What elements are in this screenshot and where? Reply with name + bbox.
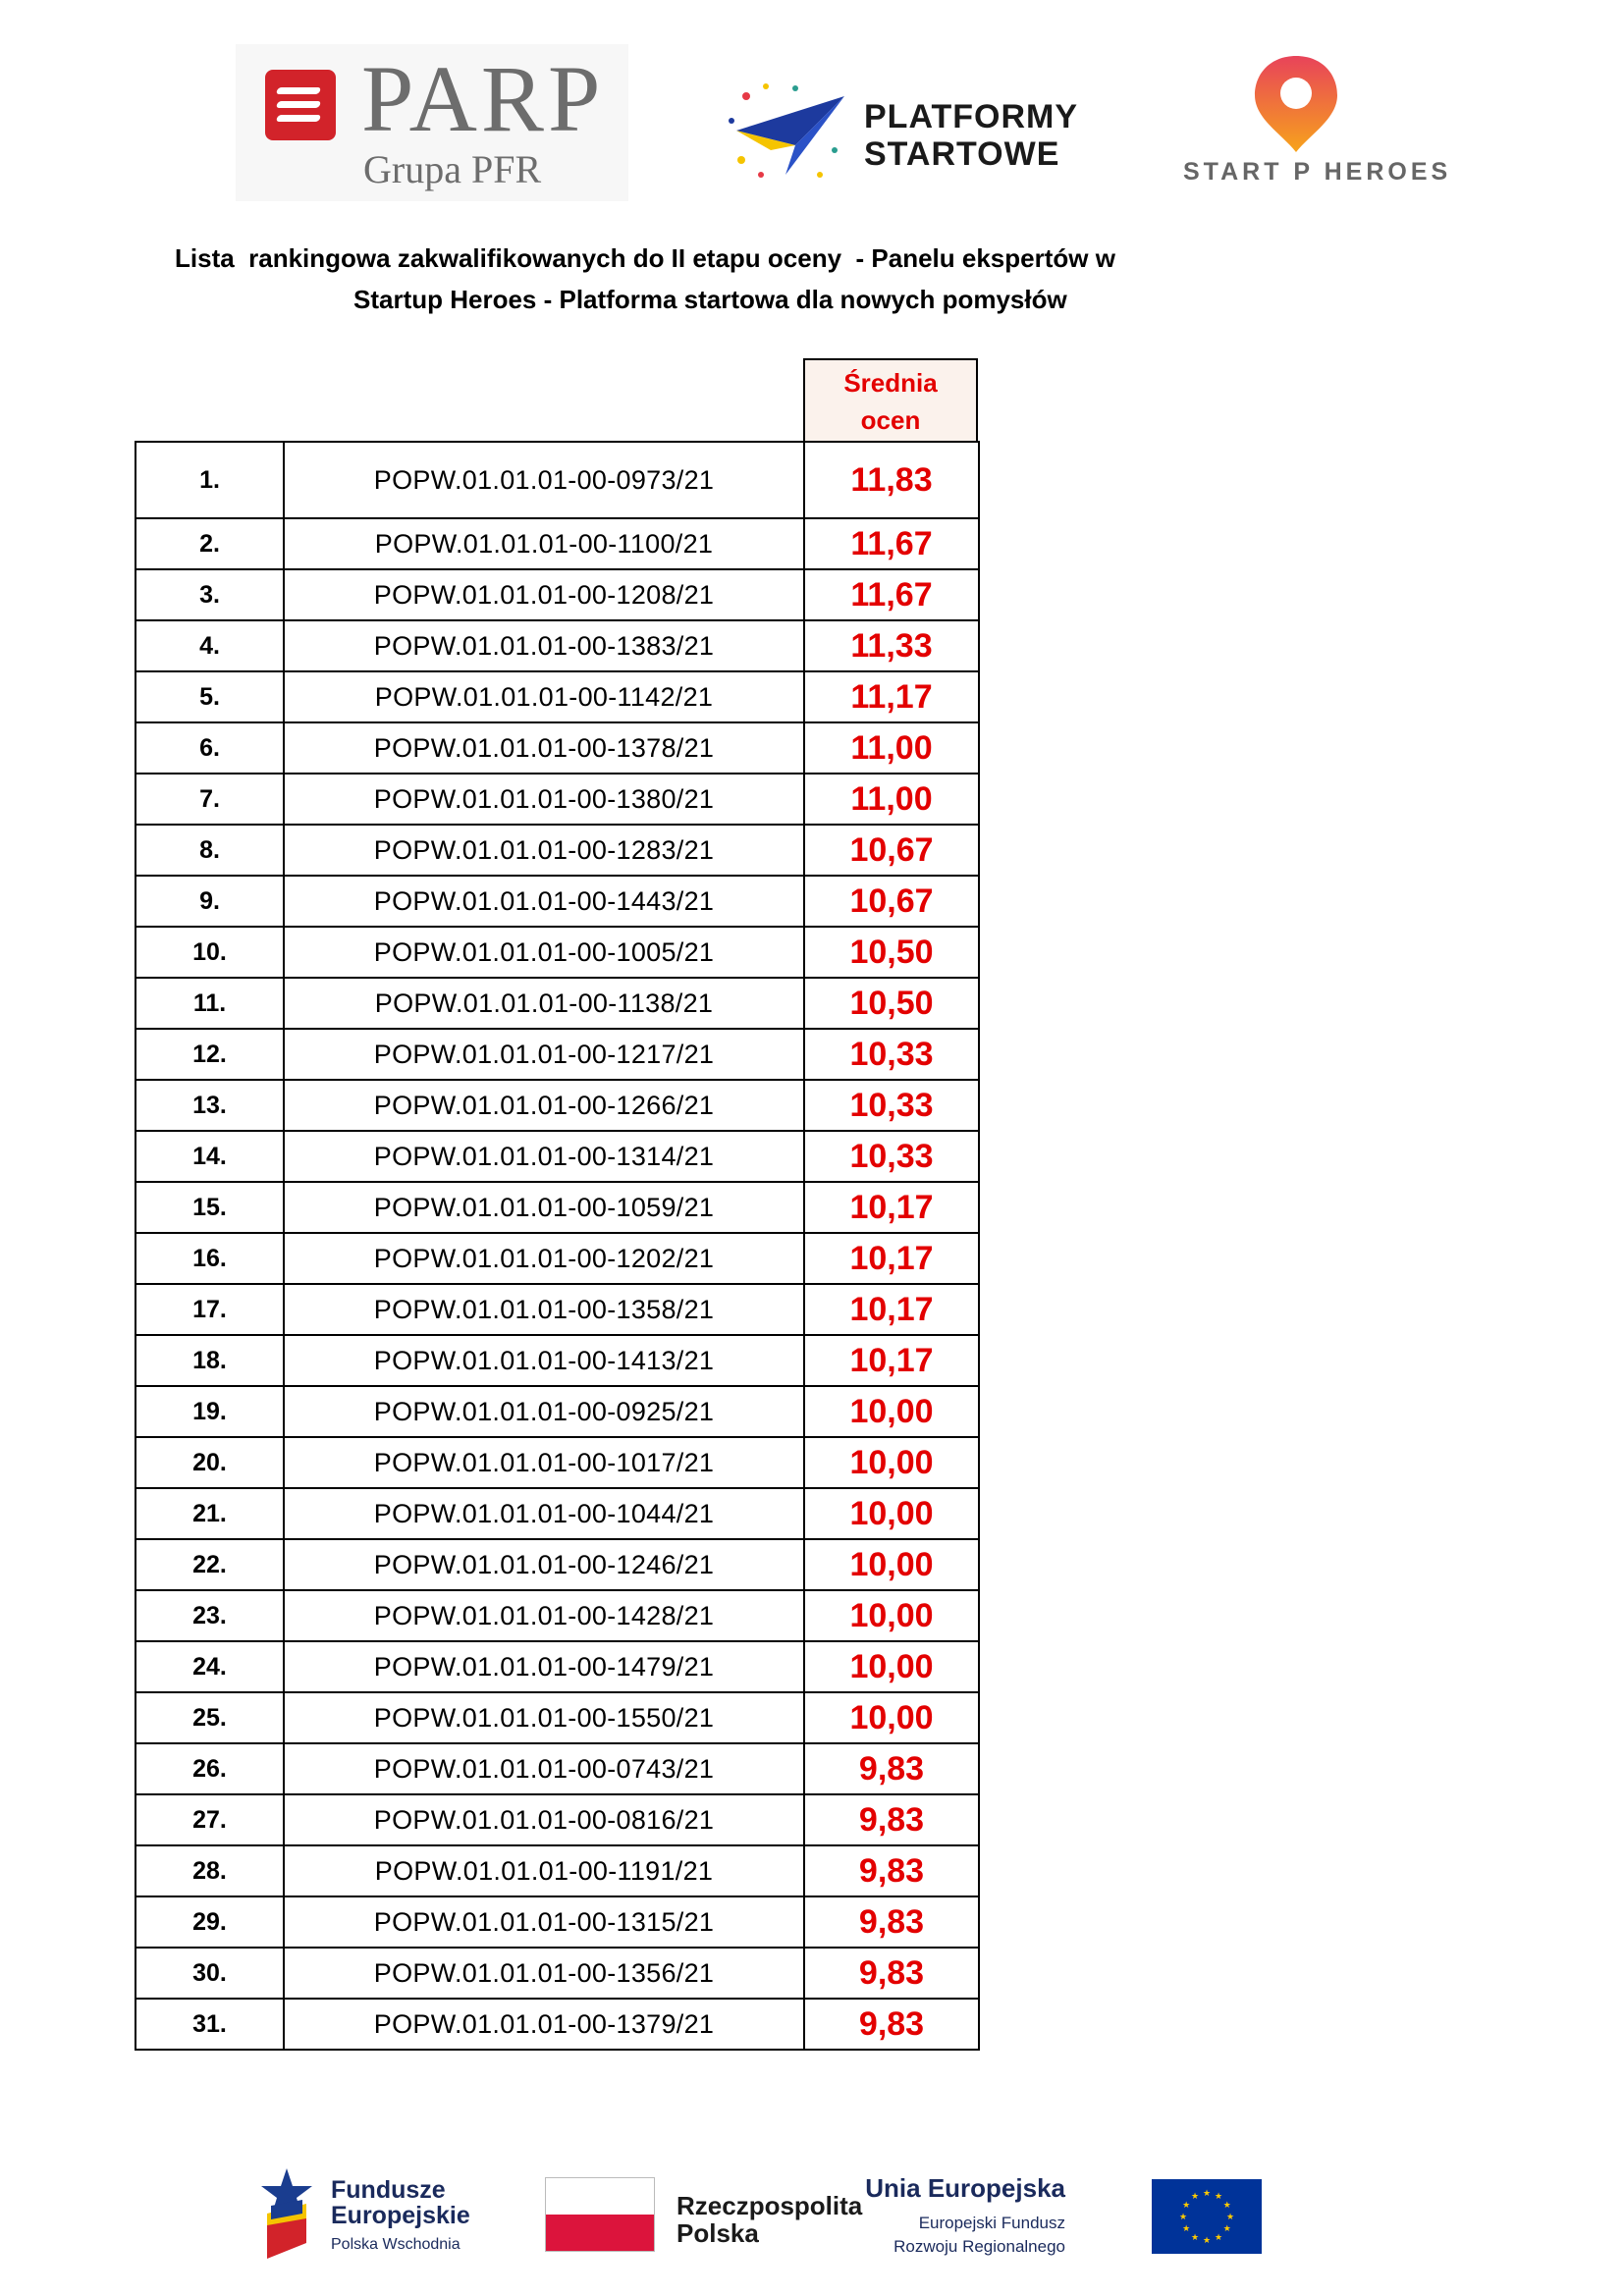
- application-id-cell: POPW.01.01.01-00-1379/21: [284, 1999, 804, 2050]
- page-title-line1: Lista rankingowa zakwalifikowanych do II etapu oceny - Panelu ekspertów w: [175, 243, 1115, 273]
- rank-cell: 26.: [135, 1743, 284, 1794]
- svg-text:★: ★: [1182, 2223, 1191, 2233]
- svg-text:★: ★: [1178, 2212, 1188, 2221]
- table-row: [135, 927, 979, 978]
- score-cell: 11,17: [804, 671, 979, 722]
- application-id-cell: POPW.01.01.01-00-0973/21: [284, 442, 804, 518]
- rank-cell: 27.: [135, 1794, 284, 1845]
- svg-text:★: ★: [1222, 2223, 1231, 2233]
- startup-heroes-text: START P HEROES: [1183, 158, 1452, 186]
- score-cell: 10,00: [804, 1590, 979, 1641]
- fundusze-line2: Europejskie: [331, 2202, 470, 2229]
- table-row: [135, 671, 979, 722]
- score-cell: 11,67: [804, 518, 979, 569]
- application-id-cell: POPW.01.01.01-00-1550/21: [284, 1692, 804, 1743]
- score-cell: 10,17: [804, 1233, 979, 1284]
- rank-cell: 10.: [135, 927, 284, 978]
- application-id-cell: POPW.01.01.01-00-1378/21: [284, 722, 804, 774]
- table-row: [135, 1896, 979, 1948]
- svg-text:★: ★: [1222, 2200, 1231, 2210]
- rp-line1: Rzeczpospolita: [677, 2191, 863, 2220]
- table-row: [135, 1743, 979, 1794]
- application-id-cell: POPW.01.01.01-00-1380/21: [284, 774, 804, 825]
- fundusze-line3: Polska Wschodnia: [331, 2236, 460, 2253]
- table-row: [135, 1845, 979, 1896]
- score-cell: 10,17: [804, 1182, 979, 1233]
- ue-line3: Rozwoju Regionalnego: [893, 2237, 1065, 2256]
- score-cell: 10,17: [804, 1284, 979, 1335]
- table-row: [135, 518, 979, 569]
- application-id-cell: POPW.01.01.01-00-1208/21: [284, 569, 804, 620]
- score-cell: 10,33: [804, 1131, 979, 1182]
- rank-cell: 19.: [135, 1386, 284, 1437]
- polish-flag-icon: [545, 2177, 655, 2252]
- rank-cell: 15.: [135, 1182, 284, 1233]
- table-row: [135, 1437, 979, 1488]
- rank-cell: 17.: [135, 1284, 284, 1335]
- rank-cell: 25.: [135, 1692, 284, 1743]
- fundusze-star-icon: [257, 2164, 316, 2263]
- table-row: [135, 1999, 979, 2050]
- rank-cell: 11.: [135, 978, 284, 1029]
- rank-cell: 2.: [135, 518, 284, 569]
- score-cell: 9,83: [804, 1896, 979, 1948]
- startup-heroes-logo: [1173, 54, 1468, 191]
- rzeczpospolita-polska-logo: [545, 2177, 879, 2256]
- table-row: [135, 1488, 979, 1539]
- score-column-header: [803, 358, 978, 441]
- application-id-cell: POPW.01.01.01-00-1044/21: [284, 1488, 804, 1539]
- table-row: [135, 774, 979, 825]
- rank-cell: 18.: [135, 1335, 284, 1386]
- application-id-cell: POPW.01.01.01-00-0743/21: [284, 1743, 804, 1794]
- table-row: [135, 1284, 979, 1335]
- parp-logo: [236, 44, 628, 201]
- table-row: [135, 722, 979, 774]
- rank-cell: 24.: [135, 1641, 284, 1692]
- page-title-line2: Startup Heroes - Platforma startowa dla nowych pomysłów: [353, 285, 1067, 314]
- table-row: [135, 1641, 979, 1692]
- parp-subtitle: Grupa PFR: [363, 147, 542, 191]
- rank-cell: 31.: [135, 1999, 284, 2050]
- rank-cell: 13.: [135, 1080, 284, 1131]
- table-row: [135, 978, 979, 1029]
- table-row: [135, 1131, 979, 1182]
- rank-cell: 1.: [135, 442, 284, 518]
- application-id-cell: POPW.01.01.01-00-1413/21: [284, 1335, 804, 1386]
- score-cell: 10,33: [804, 1029, 979, 1080]
- rank-cell: 16.: [135, 1233, 284, 1284]
- table-row: [135, 569, 979, 620]
- table-row: [135, 1794, 979, 1845]
- table-row: [135, 1029, 979, 1080]
- ue-line2: Europejski Fundusz: [918, 2214, 1065, 2232]
- table-row: [135, 442, 979, 518]
- rank-cell: 30.: [135, 1948, 284, 1999]
- rank-cell: 12.: [135, 1029, 284, 1080]
- score-cell: 10,00: [804, 1386, 979, 1437]
- rank-cell: 28.: [135, 1845, 284, 1896]
- score-cell: 10,00: [804, 1539, 979, 1590]
- score-cell: 10,00: [804, 1437, 979, 1488]
- table-row: [135, 1948, 979, 1999]
- score-header-line1: Średnia: [843, 368, 938, 398]
- application-id-cell: POPW.01.01.01-00-1428/21: [284, 1590, 804, 1641]
- score-cell: 10,33: [804, 1080, 979, 1131]
- rank-cell: 6.: [135, 722, 284, 774]
- svg-text:★: ★: [1190, 2191, 1200, 2202]
- svg-text:★: ★: [1214, 2231, 1223, 2242]
- location-pin-icon: [1247, 54, 1345, 157]
- application-id-cell: POPW.01.01.01-00-1246/21: [284, 1539, 804, 1590]
- score-cell: 11,00: [804, 722, 979, 774]
- score-cell: 9,83: [804, 1948, 979, 1999]
- application-id-cell: POPW.01.01.01-00-1217/21: [284, 1029, 804, 1080]
- score-header-line2: ocen: [860, 405, 921, 435]
- platformy-line1: PLATFORMY: [864, 98, 1079, 135]
- svg-text:★: ★: [1214, 2191, 1223, 2202]
- application-id-cell: POPW.01.01.01-00-1283/21: [284, 825, 804, 876]
- application-id-cell: POPW.01.01.01-00-1358/21: [284, 1284, 804, 1335]
- application-id-cell: POPW.01.01.01-00-1314/21: [284, 1131, 804, 1182]
- score-cell: 10,50: [804, 927, 979, 978]
- ranking-table-body: [135, 442, 979, 2050]
- score-cell: 10,17: [804, 1335, 979, 1386]
- score-cell: 10,50: [804, 978, 979, 1029]
- table-row: [135, 1182, 979, 1233]
- rank-cell: 20.: [135, 1437, 284, 1488]
- score-cell: 10,67: [804, 825, 979, 876]
- score-cell: 11,67: [804, 569, 979, 620]
- application-id-cell: POPW.01.01.01-00-1315/21: [284, 1896, 804, 1948]
- svg-text:★: ★: [1225, 2212, 1235, 2221]
- score-cell: 9,83: [804, 1845, 979, 1896]
- table-row: [135, 1386, 979, 1437]
- rank-cell: 14.: [135, 1131, 284, 1182]
- score-cell: 11,00: [804, 774, 979, 825]
- paper-plane-icon: [727, 77, 854, 194]
- fundusze-europejskie-logo: [257, 2164, 483, 2263]
- table-row: [135, 1233, 979, 1284]
- application-id-cell: POPW.01.01.01-00-0925/21: [284, 1386, 804, 1437]
- score-cell: 9,83: [804, 1999, 979, 2050]
- application-id-cell: POPW.01.01.01-00-1138/21: [284, 978, 804, 1029]
- application-id-cell: POPW.01.01.01-00-1266/21: [284, 1080, 804, 1131]
- table-row: [135, 620, 979, 671]
- platformy-startowe-logo: [727, 77, 1090, 194]
- svg-text:★: ★: [1202, 2235, 1212, 2245]
- application-id-cell: POPW.01.01.01-00-1479/21: [284, 1641, 804, 1692]
- fundusze-line1: Fundusze: [331, 2176, 446, 2204]
- svg-text:★: ★: [1182, 2200, 1191, 2210]
- table-row: [135, 825, 979, 876]
- table-row: [135, 1080, 979, 1131]
- application-id-cell: POPW.01.01.01-00-1059/21: [284, 1182, 804, 1233]
- rank-cell: 23.: [135, 1590, 284, 1641]
- application-id-cell: POPW.01.01.01-00-0816/21: [284, 1794, 804, 1845]
- rank-cell: 8.: [135, 825, 284, 876]
- application-id-cell: POPW.01.01.01-00-1017/21: [284, 1437, 804, 1488]
- score-cell: 10,00: [804, 1641, 979, 1692]
- application-id-cell: POPW.01.01.01-00-1443/21: [284, 876, 804, 927]
- eu-flag-icon: [1152, 2179, 1262, 2254]
- rank-cell: 3.: [135, 569, 284, 620]
- unia-europejska-logo: [865, 2169, 1262, 2263]
- application-id-cell: POPW.01.01.01-00-1356/21: [284, 1948, 804, 1999]
- rank-cell: 7.: [135, 774, 284, 825]
- table-row: [135, 1590, 979, 1641]
- rank-cell: 21.: [135, 1488, 284, 1539]
- rank-cell: 5.: [135, 671, 284, 722]
- application-id-cell: POPW.01.01.01-00-1191/21: [284, 1845, 804, 1896]
- rank-cell: 22.: [135, 1539, 284, 1590]
- application-id-cell: POPW.01.01.01-00-1202/21: [284, 1233, 804, 1284]
- application-id-cell: POPW.01.01.01-00-1005/21: [284, 927, 804, 978]
- platformy-line2: STARTOWE: [864, 135, 1060, 173]
- score-cell: 10,00: [804, 1692, 979, 1743]
- parp-wordmark: PARP: [361, 46, 605, 151]
- score-cell: 9,83: [804, 1794, 979, 1845]
- rp-line2: Polska: [677, 2218, 759, 2248]
- svg-text:★: ★: [1190, 2231, 1200, 2242]
- ranking-table: [135, 441, 980, 2051]
- rank-cell: 9.: [135, 876, 284, 927]
- score-cell: 9,83: [804, 1743, 979, 1794]
- score-cell: 11,83: [804, 442, 979, 518]
- table-row: [135, 1335, 979, 1386]
- application-id-cell: POPW.01.01.01-00-1383/21: [284, 620, 804, 671]
- table-row: [135, 1539, 979, 1590]
- parp-mark-icon: [265, 70, 336, 140]
- score-cell: 10,67: [804, 876, 979, 927]
- table-row: [135, 876, 979, 927]
- application-id-cell: POPW.01.01.01-00-1100/21: [284, 518, 804, 569]
- table-row: [135, 1692, 979, 1743]
- score-cell: 10,00: [804, 1488, 979, 1539]
- application-id-cell: POPW.01.01.01-00-1142/21: [284, 671, 804, 722]
- rank-cell: 29.: [135, 1896, 284, 1948]
- score-cell: 11,33: [804, 620, 979, 671]
- ue-line1: Unia Europejska: [865, 2173, 1065, 2203]
- svg-text:★: ★: [1202, 2188, 1212, 2198]
- rank-cell: 4.: [135, 620, 284, 671]
